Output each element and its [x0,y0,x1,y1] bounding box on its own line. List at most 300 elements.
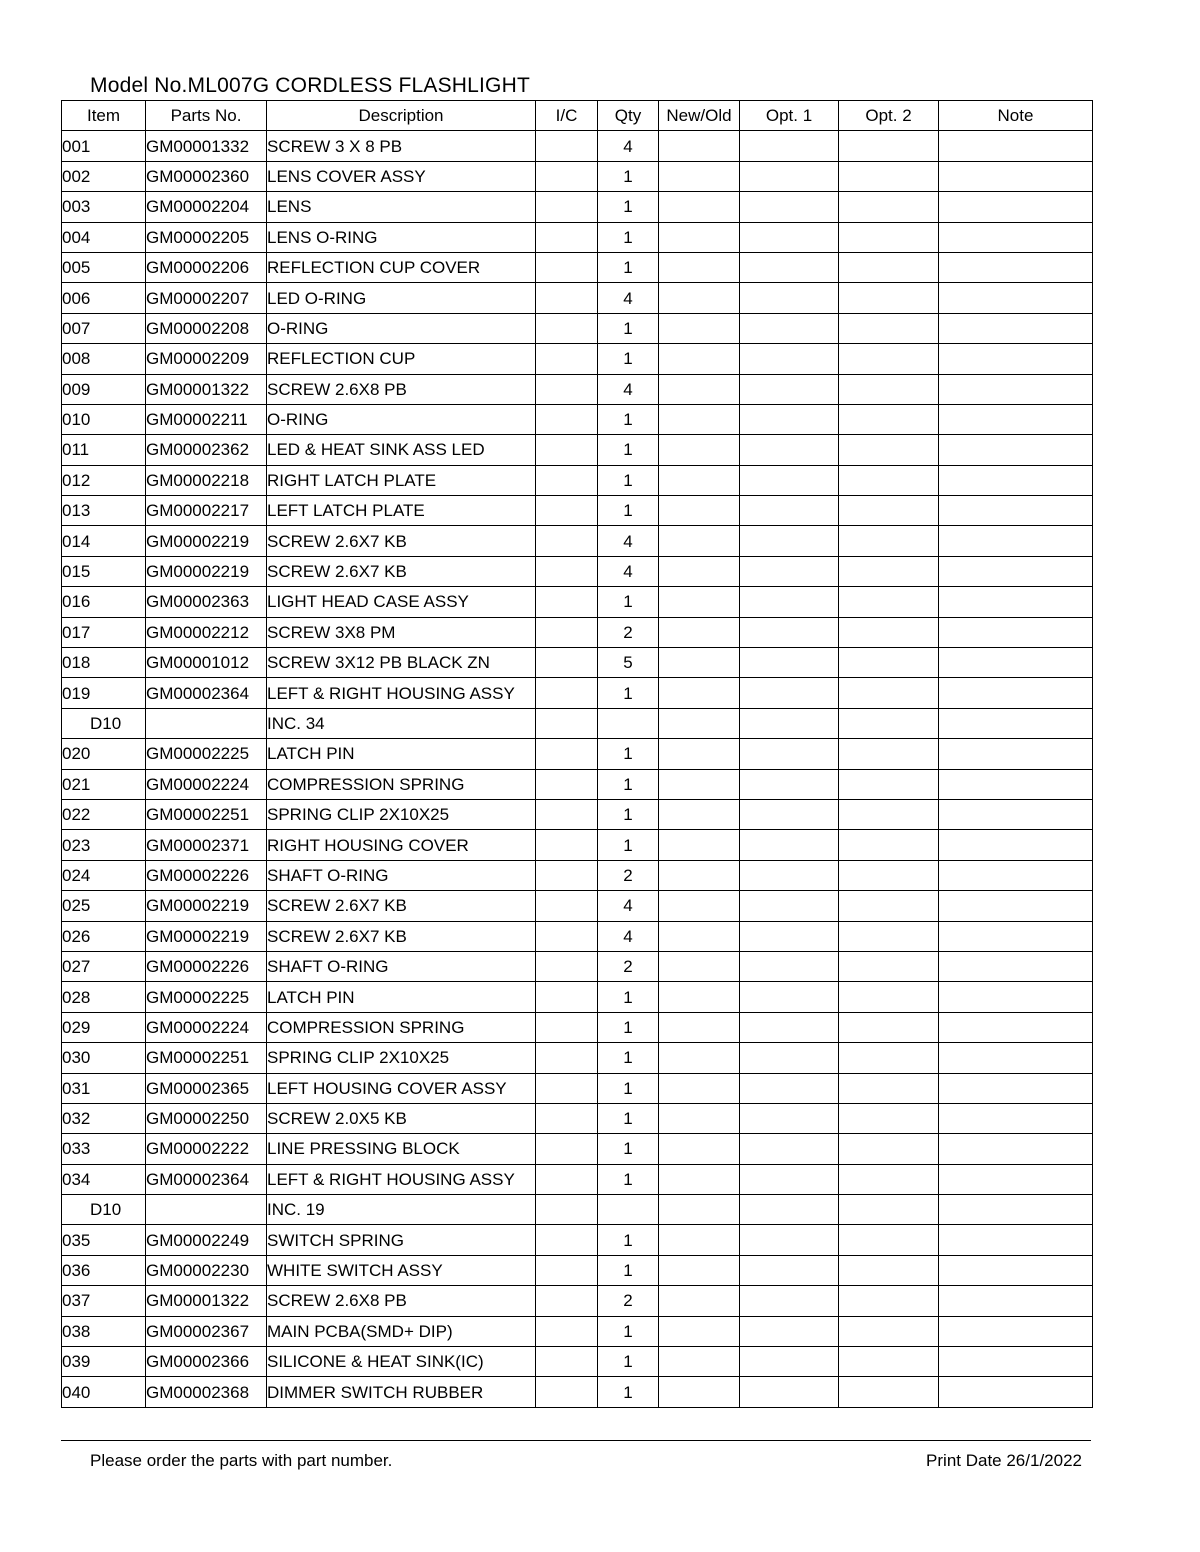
cell-new-old [659,982,740,1012]
cell-parts-no: GM00001322 [146,374,267,404]
cell-item: D10 [62,708,146,738]
cell-new-old [659,678,740,708]
cell-opt-2 [839,799,939,829]
table-row [62,982,1093,1012]
cell-item: 031 [62,1073,146,1103]
cell-ic [536,648,598,678]
cell-parts-no: GM00001012 [146,648,267,678]
cell-note [939,799,1093,829]
cell-parts-no: GM00002250 [146,1103,267,1133]
cell-description: LATCH PIN [267,982,536,1012]
cell-item: 026 [62,921,146,951]
table-row [62,951,1093,981]
table-row [62,313,1093,343]
cell-opt-2 [839,313,939,343]
cell-ic [536,1316,598,1346]
table-header-row [62,101,1093,131]
cell-opt-1 [740,617,839,647]
cell-item: 030 [62,1043,146,1073]
cell-opt-2 [839,982,939,1012]
cell-description: SCREW 2.6X7 KB [267,556,536,586]
cell-note [939,1225,1093,1255]
cell-parts-no: GM00002207 [146,283,267,313]
cell-opt-2 [839,921,939,951]
cell-opt-2 [839,1012,939,1042]
cell-ic [536,769,598,799]
table-row [62,678,1093,708]
cell-qty: 4 [598,374,659,404]
cell-item: 012 [62,465,146,495]
cell-ic [536,891,598,921]
cell-description: RIGHT HOUSING COVER [267,830,536,860]
cell-item: 003 [62,192,146,222]
cell-opt-2 [839,769,939,799]
cell-opt-2 [839,344,939,374]
cell-note [939,951,1093,981]
cell-ic [536,131,598,161]
cell-new-old [659,222,740,252]
cell-item: 011 [62,435,146,465]
cell-qty: 4 [598,921,659,951]
cell-opt-2 [839,526,939,556]
cell-opt-2 [839,192,939,222]
cell-opt-2 [839,1195,939,1225]
cell-opt-1 [740,708,839,738]
cell-new-old [659,1012,740,1042]
cell-opt-1 [740,374,839,404]
cell-opt-2 [839,1316,939,1346]
cell-new-old [659,252,740,282]
cell-description: REFLECTION CUP COVER [267,252,536,282]
cell-opt-1 [740,496,839,526]
cell-opt-1 [740,1043,839,1073]
cell-item: 025 [62,891,146,921]
cell-opt-2 [839,465,939,495]
cell-description: LEFT & RIGHT HOUSING ASSY [267,1164,536,1194]
table-row [62,526,1093,556]
cell-opt-2 [839,435,939,465]
cell-parts-no: GM00002225 [146,982,267,1012]
cell-parts-no: GM00002366 [146,1347,267,1377]
cell-item: 037 [62,1286,146,1316]
cell-opt-2 [839,374,939,404]
cell-qty: 2 [598,1286,659,1316]
cell-parts-no: GM00002212 [146,617,267,647]
table-row [62,404,1093,434]
cell-item: 006 [62,283,146,313]
table-row [62,1103,1093,1133]
cell-qty: 4 [598,556,659,586]
cell-parts-no: GM00002365 [146,1073,267,1103]
cell-item: D10 [62,1195,146,1225]
cell-item: 034 [62,1164,146,1194]
cell-new-old [659,465,740,495]
cell-note [939,526,1093,556]
cell-parts-no: GM00002230 [146,1255,267,1285]
cell-opt-2 [839,891,939,921]
header-opt-2: Opt. 2 [839,101,939,131]
header-new-old: New/Old [659,101,740,131]
cell-opt-2 [839,951,939,981]
cell-ic [536,921,598,951]
cell-opt-1 [740,222,839,252]
cell-description: LENS O-RING [267,222,536,252]
cell-note [939,131,1093,161]
cell-item: 032 [62,1103,146,1133]
cell-parts-no: GM00002204 [146,192,267,222]
table-row [62,1012,1093,1042]
cell-ic [536,982,598,1012]
cell-description: RIGHT LATCH PLATE [267,465,536,495]
cell-note [939,1347,1093,1377]
cell-note [939,344,1093,374]
cell-ic [536,951,598,981]
cell-ic [536,708,598,738]
cell-ic [536,222,598,252]
cell-opt-2 [839,404,939,434]
cell-note [939,1012,1093,1042]
cell-ic [536,1195,598,1225]
cell-description: LEFT & RIGHT HOUSING ASSY [267,678,536,708]
cell-opt-2 [839,1255,939,1285]
cell-parts-no: GM00002224 [146,1012,267,1042]
cell-parts-no: GM00002222 [146,1134,267,1164]
table-row [62,1134,1093,1164]
cell-parts-no: GM00002217 [146,496,267,526]
cell-new-old [659,1255,740,1285]
cell-description: SCREW 2.6X7 KB [267,891,536,921]
cell-qty: 2 [598,951,659,981]
cell-opt-2 [839,1103,939,1133]
cell-ic [536,739,598,769]
cell-ic [536,1377,598,1407]
cell-new-old [659,192,740,222]
cell-description: SCREW 3X12 PB BLACK ZN [267,648,536,678]
cell-description: SHAFT O-RING [267,860,536,890]
table-row [62,1377,1093,1407]
cell-description: SILICONE & HEAT SINK(IC) [267,1347,536,1377]
cell-note [939,1255,1093,1285]
cell-ic [536,1103,598,1133]
cell-note [939,313,1093,343]
cell-note [939,161,1093,191]
cell-new-old [659,617,740,647]
cell-qty: 1 [598,1316,659,1346]
cell-item: 010 [62,404,146,434]
cell-new-old [659,1225,740,1255]
cell-opt-1 [740,1255,839,1285]
cell-parts-no: GM00002209 [146,344,267,374]
cell-note [939,739,1093,769]
cell-ic [536,1134,598,1164]
cell-opt-2 [839,860,939,890]
cell-opt-2 [839,222,939,252]
cell-description: SPRING CLIP 2X10X25 [267,799,536,829]
table-row [62,1195,1093,1225]
cell-opt-2 [839,1225,939,1255]
cell-new-old [659,404,740,434]
cell-ic [536,587,598,617]
cell-description: SCREW 2.0X5 KB [267,1103,536,1133]
cell-new-old [659,435,740,465]
table-row [62,648,1093,678]
cell-qty: 4 [598,131,659,161]
cell-item: 021 [62,769,146,799]
cell-opt-2 [839,283,939,313]
cell-description: SHAFT O-RING [267,951,536,981]
cell-item: 017 [62,617,146,647]
cell-opt-2 [839,587,939,617]
cell-note [939,648,1093,678]
cell-note [939,1134,1093,1164]
cell-opt-1 [740,739,839,769]
cell-opt-2 [839,252,939,282]
cell-opt-2 [839,1286,939,1316]
cell-parts-no: GM00002226 [146,951,267,981]
cell-note [939,587,1093,617]
cell-note [939,192,1093,222]
cell-parts-no: GM00002364 [146,1164,267,1194]
cell-description: INC. 19 [267,1195,536,1225]
table-row [62,891,1093,921]
cell-description: SCREW 3 X 8 PB [267,131,536,161]
cell-qty: 1 [598,1164,659,1194]
cell-opt-2 [839,496,939,526]
cell-parts-no: GM00002364 [146,678,267,708]
cell-opt-2 [839,617,939,647]
cell-qty [598,1195,659,1225]
cell-description: LEFT LATCH PLATE [267,496,536,526]
cell-qty: 1 [598,1073,659,1103]
cell-parts-no: GM00002208 [146,313,267,343]
cell-parts-no: GM00002363 [146,587,267,617]
header-ic: I/C [536,101,598,131]
cell-item: 002 [62,161,146,191]
cell-opt-1 [740,1377,839,1407]
cell-opt-1 [740,344,839,374]
cell-qty: 1 [598,678,659,708]
cell-qty: 1 [598,587,659,617]
cell-opt-2 [839,1377,939,1407]
cell-qty: 1 [598,313,659,343]
cell-qty: 1 [598,830,659,860]
cell-item: 007 [62,313,146,343]
cell-item: 009 [62,374,146,404]
cell-new-old [659,830,740,860]
header-opt-1: Opt. 1 [740,101,839,131]
cell-parts-no: GM00002360 [146,161,267,191]
table-row [62,161,1093,191]
cell-note [939,222,1093,252]
cell-qty: 4 [598,283,659,313]
cell-parts-no: GM00002224 [146,769,267,799]
cell-note [939,769,1093,799]
cell-note [939,1195,1093,1225]
table-row [62,131,1093,161]
cell-new-old [659,891,740,921]
cell-item: 036 [62,1255,146,1285]
cell-opt-2 [839,708,939,738]
cell-qty: 2 [598,860,659,890]
cell-note [939,1377,1093,1407]
cell-new-old [659,799,740,829]
cell-note [939,921,1093,951]
cell-item: 020 [62,739,146,769]
cell-opt-1 [740,648,839,678]
cell-description: REFLECTION CUP [267,344,536,374]
cell-opt-2 [839,131,939,161]
cell-description: LED & HEAT SINK ASS LED [267,435,536,465]
cell-note [939,374,1093,404]
cell-opt-1 [740,1073,839,1103]
cell-parts-no: GM00002218 [146,465,267,495]
cell-ic [536,1255,598,1285]
cell-ic [536,374,598,404]
cell-description: INC. 34 [267,708,536,738]
cell-new-old [659,1286,740,1316]
cell-qty: 4 [598,891,659,921]
cell-new-old [659,648,740,678]
cell-qty: 1 [598,739,659,769]
cell-ic [536,465,598,495]
cell-qty: 1 [598,1103,659,1133]
table-row [62,252,1093,282]
cell-opt-1 [740,1195,839,1225]
cell-item: 038 [62,1316,146,1346]
cell-item: 008 [62,344,146,374]
cell-description: MAIN PCBA(SMD+ DIP) [267,1316,536,1346]
cell-opt-2 [839,739,939,769]
table-row [62,799,1093,829]
table-row [62,283,1093,313]
cell-ic [536,526,598,556]
cell-item: 022 [62,799,146,829]
cell-qty: 1 [598,1347,659,1377]
cell-description: SCREW 3X8 PM [267,617,536,647]
table-row [62,830,1093,860]
cell-new-old [659,951,740,981]
table-row [62,222,1093,252]
cell-new-old [659,131,740,161]
table-row [62,1347,1093,1377]
table-row [62,1286,1093,1316]
cell-note [939,860,1093,890]
cell-ic [536,556,598,586]
cell-new-old [659,1347,740,1377]
cell-ic [536,1012,598,1042]
cell-description: LENS COVER ASSY [267,161,536,191]
cell-opt-1 [740,830,839,860]
cell-note [939,617,1093,647]
cell-opt-1 [740,1164,839,1194]
cell-ic [536,435,598,465]
cell-new-old [659,313,740,343]
cell-ic [536,678,598,708]
cell-description: SCREW 2.6X7 KB [267,921,536,951]
cell-opt-1 [740,131,839,161]
cell-parts-no: GM00002368 [146,1377,267,1407]
cell-qty: 1 [598,465,659,495]
cell-description: SCREW 2.6X8 PB [267,374,536,404]
parts-table-body [62,131,1093,1407]
cell-ic [536,496,598,526]
cell-opt-2 [839,1043,939,1073]
cell-parts-no: GM00002219 [146,526,267,556]
cell-new-old [659,496,740,526]
cell-item: 027 [62,951,146,981]
cell-note [939,1316,1093,1346]
table-row [62,1043,1093,1073]
cell-description: LIGHT HEAD CASE ASSY [267,587,536,617]
cell-opt-1 [740,769,839,799]
cell-parts-no: GM00002371 [146,830,267,860]
table-row [62,556,1093,586]
cell-new-old [659,556,740,586]
cell-qty: 1 [598,496,659,526]
cell-opt-2 [839,1164,939,1194]
table-row [62,1316,1093,1346]
cell-ic [536,860,598,890]
cell-opt-1 [740,192,839,222]
cell-ic [536,192,598,222]
cell-item: 028 [62,982,146,1012]
cell-new-old [659,769,740,799]
cell-ic [536,799,598,829]
cell-ic [536,1347,598,1377]
cell-new-old [659,1316,740,1346]
cell-parts-no: GM00002367 [146,1316,267,1346]
cell-parts-no [146,708,267,738]
cell-opt-1 [740,982,839,1012]
cell-opt-1 [740,1286,839,1316]
cell-qty: 1 [598,344,659,374]
cell-item: 029 [62,1012,146,1042]
cell-item: 005 [62,252,146,282]
header-description: Description [267,101,536,131]
cell-qty: 1 [598,982,659,1012]
table-row [62,192,1093,222]
cell-qty: 1 [598,1377,659,1407]
cell-parts-no: GM00002251 [146,1043,267,1073]
cell-opt-1 [740,1316,839,1346]
table-row [62,921,1093,951]
cell-qty: 1 [598,404,659,434]
cell-note [939,830,1093,860]
cell-ic [536,344,598,374]
cell-note [939,1073,1093,1103]
cell-qty: 1 [598,1255,659,1285]
cell-ic [536,830,598,860]
cell-parts-no: GM00002211 [146,404,267,434]
cell-item: 019 [62,678,146,708]
cell-new-old [659,1073,740,1103]
cell-opt-1 [740,161,839,191]
cell-new-old [659,1164,740,1194]
cell-item: 024 [62,860,146,890]
cell-parts-no: GM00001322 [146,1286,267,1316]
cell-opt-1 [740,1225,839,1255]
cell-qty: 1 [598,161,659,191]
footer-note: Please order the parts with part number. [90,1451,393,1470]
cell-new-old [659,374,740,404]
cell-note [939,556,1093,586]
cell-opt-1 [740,556,839,586]
cell-new-old [659,587,740,617]
cell-parts-no: GM00002219 [146,891,267,921]
cell-parts-no [146,1195,267,1225]
cell-item: 014 [62,526,146,556]
cell-qty: 1 [598,799,659,829]
